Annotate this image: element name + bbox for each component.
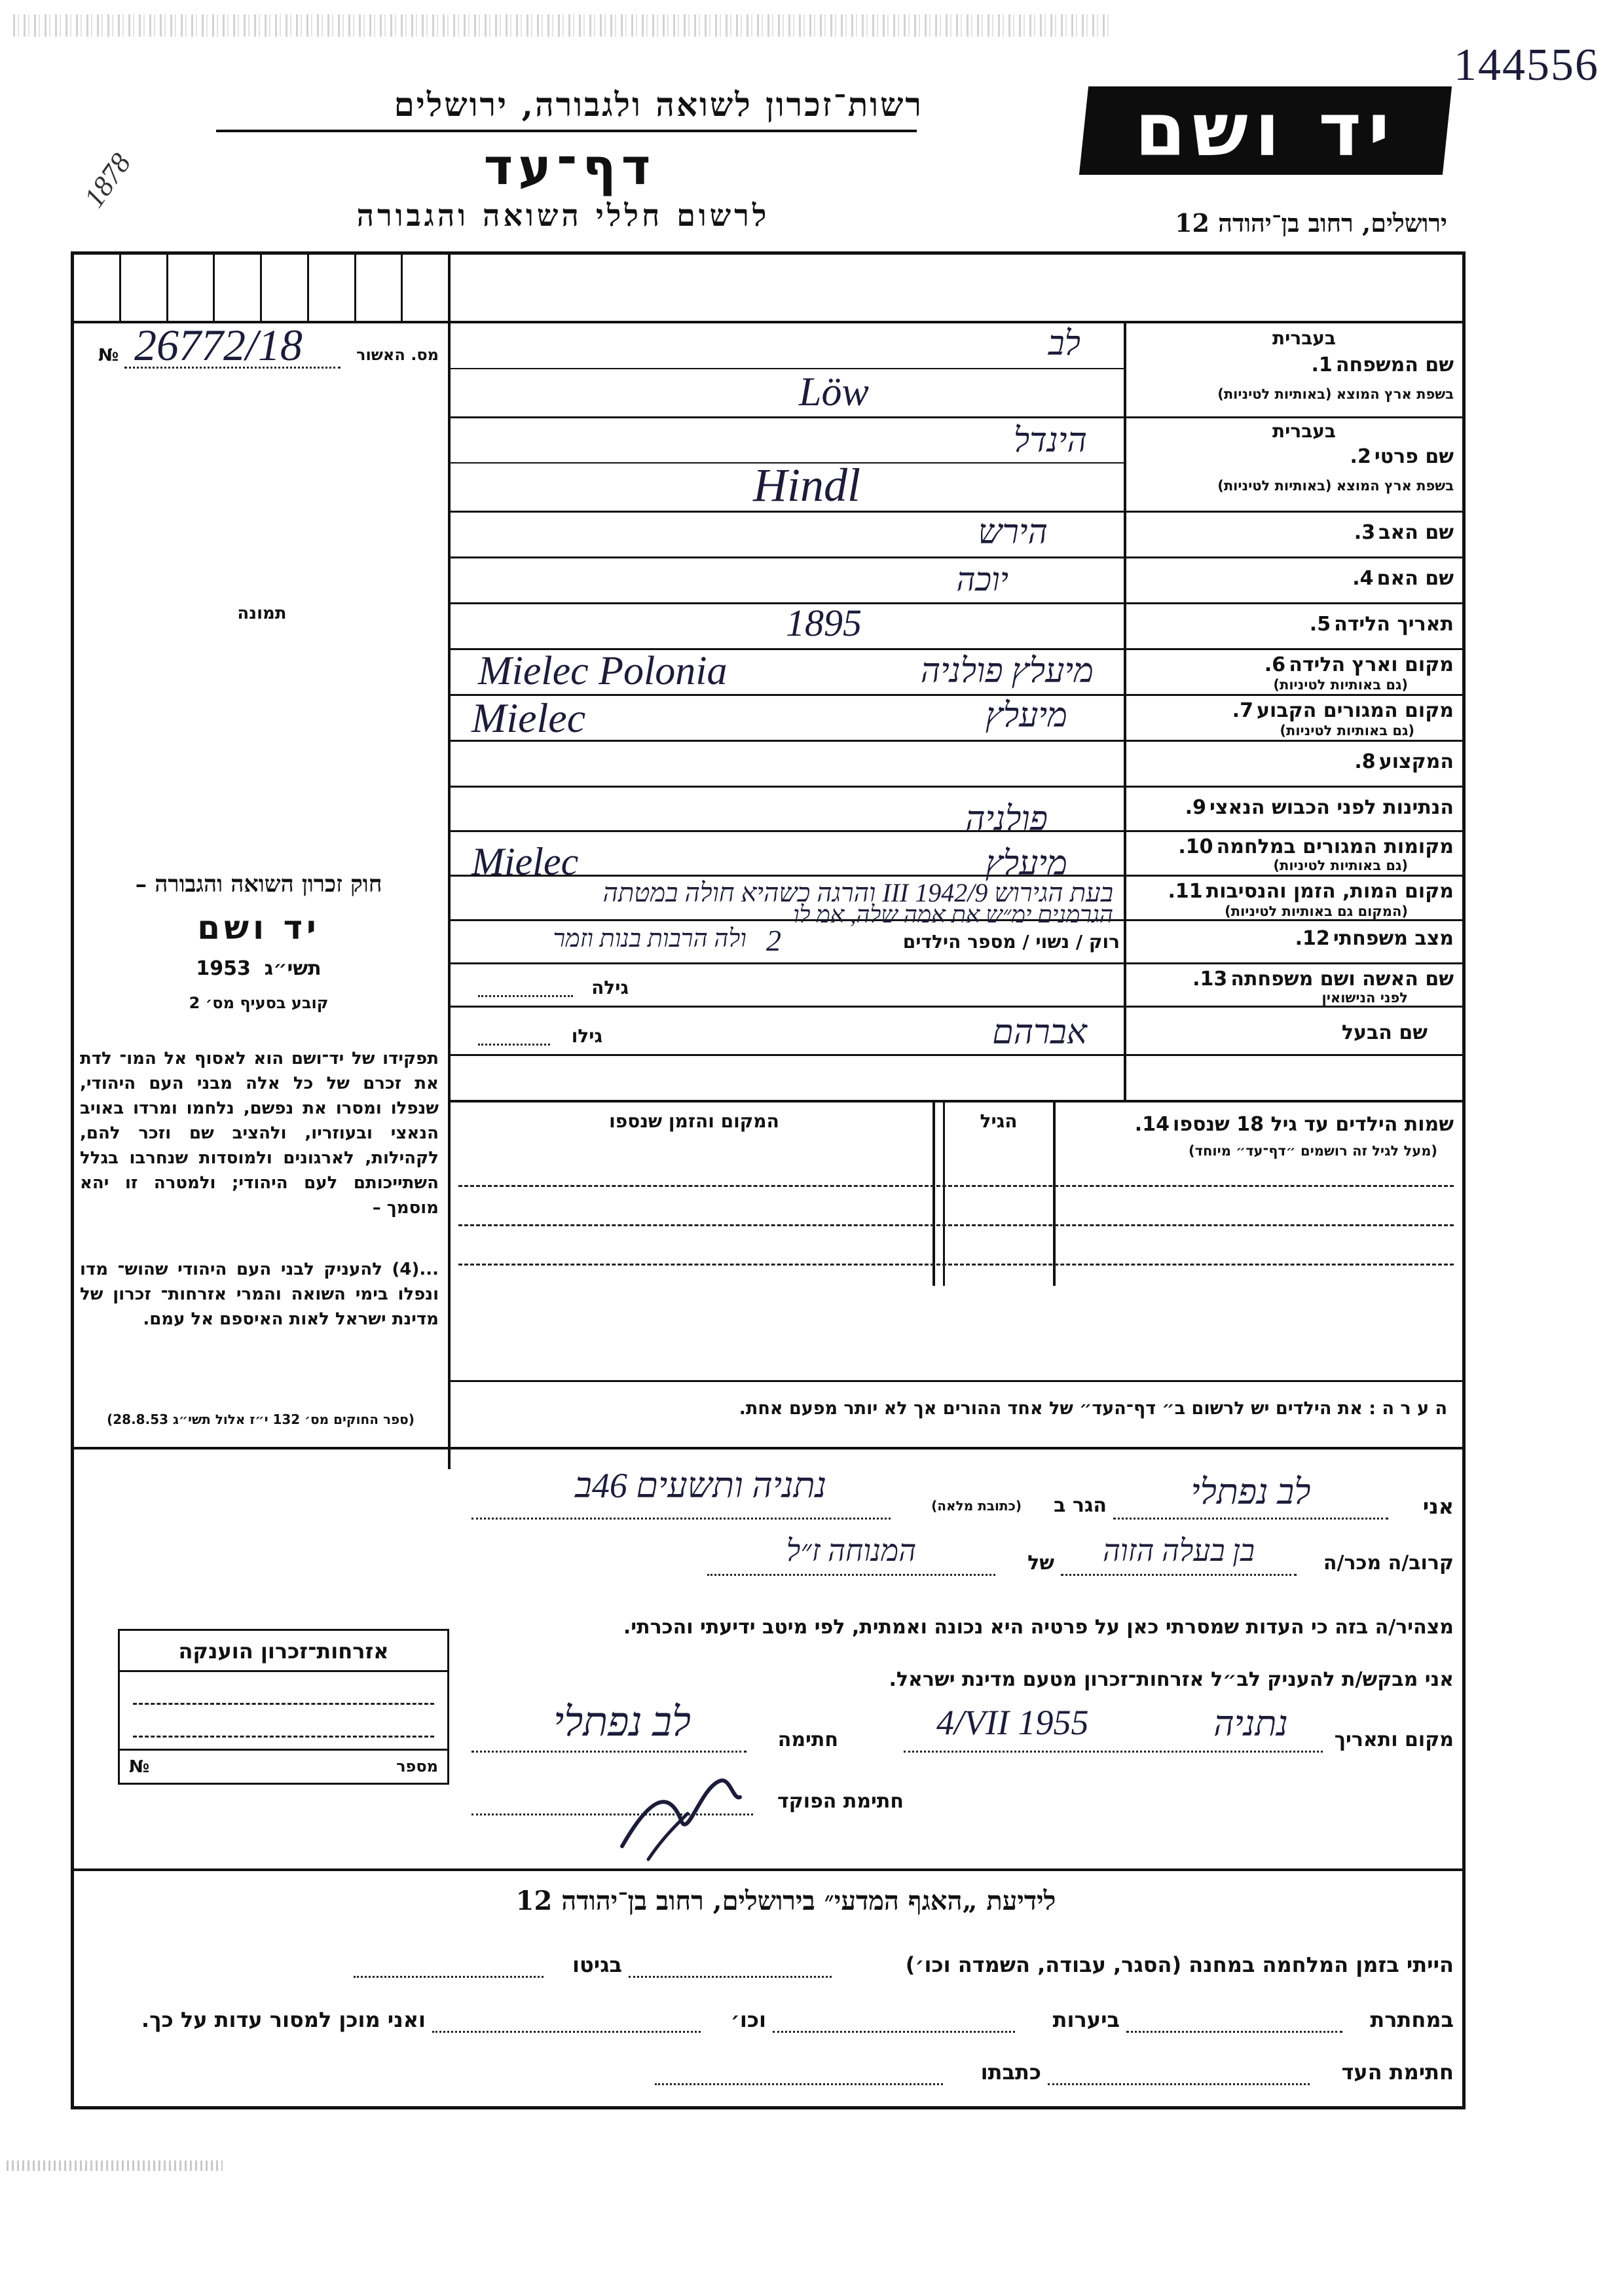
law-text-1: תפקידו של יד־ושם הוא לאסוף אל המו־ לדת את זכרם של כל אלה מבני העם היהודי, שנפלו ומסרו את נפשם, נלחמו ומרדו באויב הנאצי ובעוזריו, ולהציב שם וזכר להם, לקהילות, לארגונים ולמוסדות שנחרבו בגלל השתייכותם לעם היהודי; ולמטרה זו יהא מוסמך – (80, 1049, 439, 1218)
field-1-value-he: לב (1048, 325, 1080, 363)
citizenship-no-sign: № (129, 1757, 150, 1777)
info-line2-a: במחתרת (1370, 2007, 1454, 2032)
field-2-label: שם פרטי 2. (1350, 445, 1454, 468)
children-count-value: 2 (766, 924, 781, 957)
code-boxes (74, 255, 450, 323)
declarant-address-line (471, 1518, 891, 1520)
request-text: אני מבקש/ת להעניק לב״ל אזרחות־זכרון מטעם מדינת ישראל. (889, 1668, 1454, 1691)
law-heading: חוק זכרון השואה והגבורה – (135, 871, 382, 898)
children-col-age: הגיל (980, 1110, 1018, 1132)
row-line (451, 1006, 1462, 1008)
info-line3-fill-b (655, 2083, 943, 2085)
field-12-value: ולה הרבות בנות וזמר (553, 925, 747, 953)
relative-label: קרוב/ה מכר/ה (1323, 1552, 1454, 1575)
remark-text: ה ע ר ה : את הילדים יש לרשום ב״ דף־העד״ של אחד ההורים אך לא יותר מפעם אחת. (739, 1398, 1447, 1419)
place-date-label: מקום ותאריך (1334, 1728, 1454, 1751)
approval-line (124, 367, 341, 369)
field-11-note: (המקום גם באותיות לטיניות) (1225, 903, 1408, 919)
form-subtitle: לרשום חללי השואה והגבורה (356, 198, 770, 233)
children-col-divider-right (1053, 1102, 1056, 1286)
field-3-value: הירש (978, 514, 1048, 551)
remark-top-line (451, 1380, 1462, 1382)
field-6-value-lat: Mielec Polonia (478, 649, 728, 693)
field-6-label: מקום וארץ הלידה 6. (1264, 653, 1454, 676)
field-5-label: תאריך הלידה 5. (1309, 613, 1454, 636)
info-line3-a: חתימת העד (1341, 2060, 1454, 2085)
info-line2-fill-b (773, 2031, 1015, 2033)
header-address: ירושלים, רחוב בן־יהודה 12 (1175, 208, 1447, 238)
officer-signature-label: חתימת הפוקד (777, 1790, 904, 1813)
field-5-value: 1895 (786, 602, 862, 644)
field-10-value-lat: Mielec (471, 840, 579, 883)
authority-underline (216, 130, 917, 132)
info-line2-d: ואני מוכן למסור עדות על כך. (141, 2007, 426, 2032)
info-line1-fill-b (354, 1976, 544, 1978)
field-1-note: בשפת ארץ המוצא (באותיות לטיניות) (1217, 386, 1454, 402)
law-year: תשי״ג 1953 (196, 957, 322, 980)
relation-line (1061, 1574, 1297, 1576)
children-col-place: המקום והזמן שנספו (609, 1110, 779, 1132)
age-female-line (478, 995, 573, 997)
field-4-label: שם האם 4. (1352, 567, 1454, 590)
children-note: (מעל לגיל זה רושמים ״דף־עד״ מיוחד) (1189, 1143, 1437, 1159)
children-col-divider-mid (932, 1102, 935, 1286)
age-label-male: גילו (571, 1025, 602, 1047)
field-8-label: המקצוע 8. (1354, 750, 1454, 773)
field-10-note: (גם באותיות לטיניות) (1273, 858, 1408, 873)
info-line2-fill-c (432, 2031, 701, 2033)
place-value: נתניה (1213, 1704, 1288, 1743)
law-source: (ספר החוקים מס׳ 132 י״ז אלול תשי״ג 28.8.53) (107, 1412, 415, 1427)
info-line1-b: בגיטו (572, 1952, 622, 1977)
field-13-label: שם האשה ושם משפחתה 13. (1192, 968, 1454, 991)
declarant-name: לב נפתלי (1190, 1472, 1311, 1512)
row-line (451, 1100, 1462, 1102)
place-date-line (904, 1751, 1323, 1753)
field-6-note: (גם באותיות לטיניות) (1273, 677, 1408, 693)
field-2-value-he: הינדל (1013, 422, 1087, 460)
row-line (451, 962, 1462, 964)
info-line1-a: הייתי בזמן המלחמה במחנה (הסגר, עבודה, השמדה וכו׳) (905, 1952, 1454, 1977)
remark-bottom-line (74, 1447, 1462, 1449)
signature-line (471, 1751, 747, 1753)
info-title: לידיעת „האגף המדעי״ בירושלים, רחוב בן־יהודה 12 (515, 1886, 1056, 1916)
photo-label: תמונה (237, 604, 287, 623)
age-label-female: גילה (591, 977, 629, 998)
left-column-divider (448, 255, 451, 1469)
of-label: של (1027, 1552, 1054, 1575)
officer-signature-scribble (609, 1761, 753, 1866)
info-line2-fill-a (1126, 2031, 1342, 2033)
age-male-line (478, 1044, 550, 1046)
field-2-note: בשפת ארץ המוצא (באותיות לטיניות) (1217, 478, 1454, 494)
form-title: דף־עד (483, 137, 656, 196)
approval-number: 26772/18 (134, 320, 303, 370)
children-row-line (458, 1264, 1454, 1266)
citizenship-line (133, 1736, 434, 1738)
label-column-divider (1124, 323, 1126, 1100)
field-11-label: מקום המות, הזמן והנסיבות 11. (1168, 880, 1454, 903)
field-1-value-lat: Löw (799, 370, 869, 414)
declarant-resident-label: הגר ב (1054, 1494, 1107, 1517)
row-line (451, 602, 1462, 604)
declarant-address: נתניה ותשעים 46ב (574, 1466, 827, 1505)
field-11-value-line2: הגרמנים ימ״ש את אמה שלה, אמ לו (793, 902, 1113, 928)
row-line (451, 368, 1124, 369)
info-line2-b: ביערות (1052, 2007, 1120, 2032)
family-status-options: רוק / נשוי / מספר הילדים (902, 931, 1120, 953)
field-3-label: שם האב 3. (1354, 521, 1454, 544)
row-line (451, 556, 1462, 558)
field-12-label: מצב משפחתי 12. (1295, 927, 1454, 950)
citizenship-number-label: מספר (396, 1757, 438, 1776)
info-line3-fill-a (1048, 2083, 1310, 2085)
law-clause: קובע בסעיף מס׳ 2 (189, 994, 329, 1012)
signature-value: לב נפתלי (553, 1700, 692, 1745)
row-line (451, 511, 1462, 513)
field-7-value-he: מיעלץ (985, 697, 1067, 735)
row-line (451, 1054, 1462, 1056)
info-top-line (74, 1868, 1462, 1871)
children-row-line (458, 1185, 1454, 1187)
info-line3-b: כתבתו (980, 2060, 1041, 2085)
info-line2-c: וכו׳ (730, 2007, 766, 2032)
field-1-hebrew-note: בעברית (1272, 327, 1336, 349)
field-7-note: (גם באותיות לטיניות) (1280, 723, 1414, 738)
field-13-note: לפני הנישואין (1321, 990, 1408, 1006)
husband-label: שם הבעל (1341, 1021, 1428, 1044)
husband-value: אברהם (992, 1014, 1087, 1051)
citizenship-title: אזרחות־זכרון הוענקה (120, 1631, 447, 1672)
scan-noise-top (13, 14, 1113, 37)
date-value: 4/VII 1955 (936, 1703, 1089, 1742)
field-2-hebrew-note: בעברית (1272, 420, 1336, 442)
declarant-name-line (1113, 1518, 1388, 1520)
row-line (451, 416, 1462, 418)
deceased-value: המנוחה ז״ל (786, 1534, 917, 1567)
field-7-value-lat: Mielec (471, 695, 586, 741)
field-4-value: יוכה (956, 561, 1008, 598)
field-10-value-he: מיעלץ (985, 845, 1067, 883)
children-title: שמות הילדים עד גיל 18 שנספו 14. (1134, 1113, 1454, 1136)
law-text-2: ...(4) להעניק לבני העם היהודי שהוש־ מדו ונפלו בימי השואה והמרי אזרחות־ זכרון של מדינת ישראל לאות האיספם אל עמם. (80, 1260, 439, 1329)
row-line (451, 740, 1462, 742)
document-number: 144556 (1454, 40, 1599, 90)
law-name: יד ושם (197, 909, 320, 947)
children-row-line (458, 1224, 1454, 1226)
field-10-label: מקומות המגורים במלחמה 10. (1178, 835, 1454, 858)
approval-no-sign: № (98, 346, 119, 365)
stamp-number: 1878 (77, 147, 138, 213)
field-7-label: מקום המגורים הקבוע 7. (1232, 699, 1454, 722)
field-9-label: הנתינות לפני הכבוש הנאצי 9. (1185, 796, 1454, 819)
citizenship-box (118, 1629, 449, 1785)
declare-text: מצהיר/ה בזה כי העדות שמסרתי כאן על פרטיה היא נכונה ואמתית, לפי מיטב ידיעתי והכרתי. (623, 1616, 1454, 1639)
field-1-label: שם המשפחה 1. (1311, 354, 1454, 376)
citizenship-number-row (120, 1749, 447, 1783)
children-col-divider-mid2 (943, 1102, 945, 1286)
authority-title: רשות־זכרון לשואה ולגבורה, ירושלים (394, 85, 923, 124)
signature-label: חתימה (777, 1728, 838, 1751)
field-6-value-he: מיעלץ פולניה (920, 653, 1094, 690)
scan-noise-bottom (7, 2160, 223, 2171)
relation-value: בן בעלה הזוה (1102, 1534, 1255, 1567)
info-line1-fill-a (629, 1976, 832, 1978)
approval-label: מס. האשור (356, 346, 439, 364)
deceased-line (707, 1574, 995, 1576)
field-11-value-line1: בעת הגירוש 9/III 1942 והרגה כשהיא חולה במטתה (602, 878, 1113, 907)
citizenship-line (133, 1703, 434, 1705)
row-line (451, 786, 1462, 788)
field-2-value-lat: Hindl (753, 459, 861, 511)
field-9-value: פולניה (965, 801, 1048, 838)
declarant-i-label: אני (1422, 1494, 1454, 1519)
declarant-address-hint: (כתובת מלאה) (931, 1498, 1022, 1514)
yad-vashem-logo: יד ושם (1079, 86, 1452, 175)
